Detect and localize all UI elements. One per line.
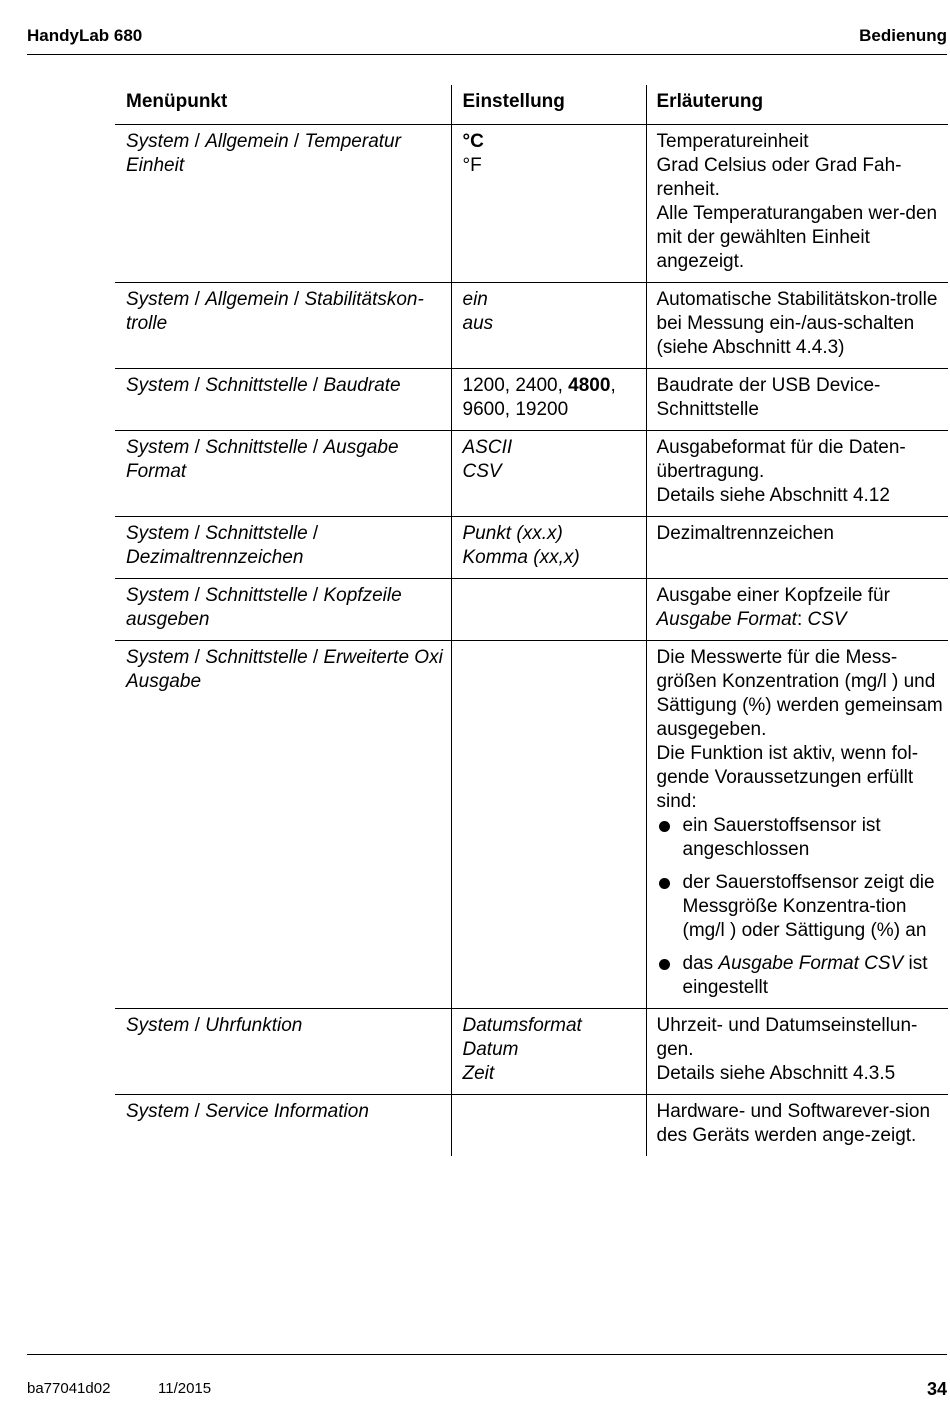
setting-values: ein aus bbox=[451, 283, 646, 369]
menu-path: System / Allgemein / Temperatur Einheit bbox=[115, 125, 451, 283]
explanation: Automatische Stabilitätskon-trolle bei Messung ein-/aus-schalten (siehe Abschnitt 4.4.3) bbox=[646, 283, 948, 369]
bullet-icon bbox=[659, 959, 670, 970]
menu-path: System / Schnittstelle / Erweiterte Oxi Ausgabe bbox=[115, 641, 451, 1009]
explanation: Uhrzeit- und Datumseinstellun-gen. Details siehe Abschnitt 4.3.5 bbox=[646, 1009, 948, 1095]
page-number: 34 bbox=[926, 1379, 947, 1399]
menu-path: System / Allgemein / Stabilitätskon-trolle bbox=[115, 283, 451, 369]
column-header-setting: Einstellung bbox=[451, 85, 646, 125]
list-item: das Ausgabe Format CSV ist eingestellt bbox=[657, 952, 949, 1000]
explanation: Temperatureinheit Grad Celsius oder Grad Fah-renheit. Alle Temperaturangaben wer-den mit der gewählten Einheit angezeigt. bbox=[646, 125, 948, 283]
list-item: der Sauerstoffsensor zeigt die Messgröße Konzentra-tion (mg/l ) oder Sättigung (%) an bbox=[657, 871, 949, 943]
product-name: HandyLab 680 bbox=[27, 26, 143, 45]
section-name: Bedienung bbox=[859, 26, 947, 45]
document-date: 11/2015 bbox=[158, 1380, 212, 1397]
page-header bbox=[27, 26, 947, 55]
list-item: ein Sauerstoffsensor ist angeschlossen bbox=[657, 814, 949, 862]
settings-table bbox=[115, 85, 948, 1156]
setting-values bbox=[451, 579, 646, 641]
menu-path: System / Schnittstelle / Baudrate bbox=[115, 369, 451, 431]
menu-path: System / Schnittstelle / Kopfzeile ausgeben bbox=[115, 579, 451, 641]
table-row bbox=[115, 283, 948, 369]
explanation: Dezimaltrennzeichen bbox=[646, 517, 948, 579]
setting-values: ASCII CSV bbox=[451, 431, 646, 517]
document-code: ba77041d02 bbox=[27, 1380, 111, 1397]
menu-path: System / Service Information bbox=[115, 1095, 451, 1157]
bullet-icon bbox=[659, 821, 670, 832]
table-header-row bbox=[115, 85, 948, 125]
explanation: Baudrate der USB Device-Schnittstelle bbox=[646, 369, 948, 431]
menu-path: System / Schnittstelle / Ausgabe Format bbox=[115, 431, 451, 517]
table-row bbox=[115, 1095, 948, 1157]
table-row bbox=[115, 517, 948, 579]
condition-list bbox=[657, 814, 949, 1000]
table-row bbox=[115, 369, 948, 431]
menu-path: System / Uhrfunktion bbox=[115, 1009, 451, 1095]
table-row bbox=[115, 431, 948, 517]
setting-values: Datumsformat Datum Zeit bbox=[451, 1009, 646, 1095]
table-row bbox=[115, 1009, 948, 1095]
table-row bbox=[115, 641, 948, 1009]
explanation: Ausgabeformat für die Daten-übertragung. Details siehe Abschnitt 4.12 bbox=[646, 431, 948, 517]
table-row bbox=[115, 579, 948, 641]
menu-path: System / Schnittstelle / Dezimaltrennzeichen bbox=[115, 517, 451, 579]
page-footer bbox=[27, 1354, 947, 1399]
table-row bbox=[115, 125, 948, 283]
column-header-explanation: Erläuterung bbox=[646, 85, 948, 125]
setting-values: 1200, 2400, 4800, 9600, 19200 bbox=[451, 369, 646, 431]
setting-values: Punkt (xx.x) Komma (xx,x) bbox=[451, 517, 646, 579]
setting-values bbox=[451, 1095, 646, 1157]
column-header-menu: Menüpunkt bbox=[126, 91, 228, 112]
explanation: Die Messwerte für die Mess-größen Konzentration (mg/l ) und Sättigung (%) werden gemeinsam ausgegeben. Die Funktion ist aktiv, wenn fol-gende Voraussetzungen erfüllt sind: ein Sauerstoffsensor ist angeschlossen der Sauerstoffsensor zeigt die Messgröße Konzentra-tion (mg/l ) oder Sättigung (%) an das Ausgabe Format CSV ist eingestellt bbox=[646, 641, 948, 1009]
explanation: Hardware- und Softwarever-sion des Geräts werden ange-zeigt. bbox=[646, 1095, 948, 1157]
explanation: Ausgabe einer Kopfzeile für Ausgabe Format: CSV bbox=[646, 579, 948, 641]
setting-values: °C °F bbox=[451, 125, 646, 283]
bullet-icon bbox=[659, 878, 670, 889]
setting-values bbox=[451, 641, 646, 1009]
